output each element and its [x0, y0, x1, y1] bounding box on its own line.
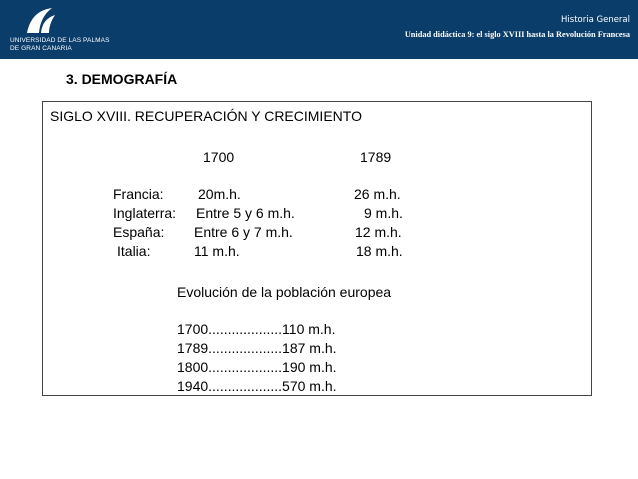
evolution-row: 1800...................190 m.h.	[177, 359, 337, 375]
logo-line-2: DE GRAN CANARIA	[10, 44, 72, 52]
header-bar	[0, 0, 638, 59]
course-title: Historia General	[561, 15, 630, 25]
country-1700-francia: 20m.h.	[198, 186, 241, 202]
column-header-1700: 1700	[203, 149, 235, 165]
country-name-francia: Francia:	[113, 186, 164, 202]
evolution-row: 1700...................110 m.h.	[177, 321, 336, 337]
university-logo	[10, 6, 130, 54]
country-1789-francia: 26 m.h.	[354, 186, 401, 202]
column-header-1789: 1789	[360, 149, 392, 165]
evolution-title: Evolución de la población europea	[177, 284, 392, 300]
evolution-row: 1940...................570 m.h.	[177, 378, 337, 394]
country-1789-inglaterra: 9 m.h.	[364, 205, 403, 221]
country-name-espana: España:	[113, 224, 165, 240]
country-1700-inglaterra: Entre 5 y 6 m.h.	[196, 205, 295, 221]
country-1700-italia: 11 m.h.	[194, 243, 240, 259]
country-1789-italia: 18 m.h.	[356, 243, 403, 259]
country-name-inglaterra: Inglaterra:	[113, 205, 177, 221]
unit-subtitle: Unidad didáctica 9: el siglo XVIII hasta la Revolución Francesa	[404, 30, 630, 39]
country-1700-espana: Entre 6 y 7 m.h.	[194, 224, 293, 240]
university-name	[10, 37, 110, 52]
content-heading: SIGLO XVIII. RECUPERACIÓN Y CRECIMIENTO	[50, 108, 362, 124]
country-name-italia: Italia:	[117, 243, 151, 259]
evolution-row: 1789...................187 m.h.	[177, 340, 337, 356]
logo-line-1: UNIVERSIDAD DE LAS PALMAS	[10, 37, 110, 44]
section-title: 3. DEMOGRAFÍA	[66, 71, 178, 87]
ulpgc-logo-icon	[24, 6, 58, 36]
country-1789-espana: 12 m.h.	[355, 224, 402, 240]
